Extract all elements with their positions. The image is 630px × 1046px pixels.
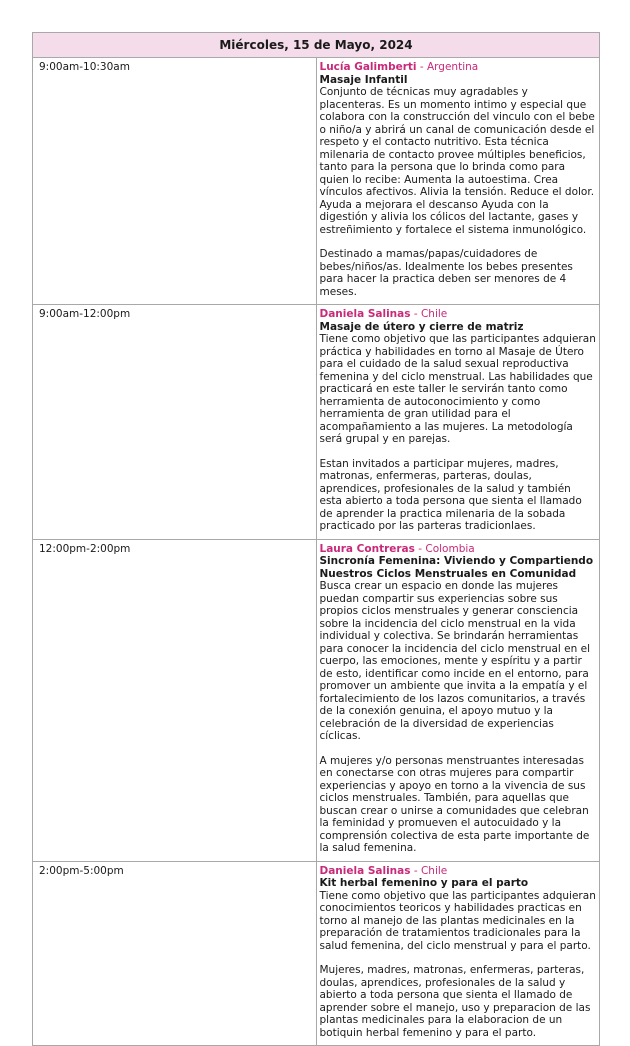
session-title: Masaje Infantil [319,73,408,86]
session-row [33,861,600,1046]
session-time: 9:00am-10:30am [33,58,317,305]
session-row [33,58,600,305]
session-description: Conjunto de técnicas muy agradables y placenteras. Es un momento intimo y especial que colabora con la construcción del vinculo con el bebe o niño/a y abrirá un canal de comunicación desde el respeto y el contacto nutritivo. Esta técnica milenaria de contacto provee múltiples beneficios, tanto para la persona que lo brinda como para quien lo recibe: Aumenta la autoestima. Crea vínculos afectivos. Alivia la tensión. Reduce el dolor. Ayuda a mejorara el descanso Ayuda con la digestión y alivia los cólicos del lactante, gases y estreñimiento y fortalece el sistema inmunológico. [319,86,595,236]
session-details [316,305,600,540]
session-description: Tiene como objetivo que las participantes adquieran práctica y habilidades en torno al Masaje de Útero para el cuidado de la salud sexual reproductiva femenina y del ciclo menstrual. Las habilidades que practicará en este taller le servirán tanto como herramienta de autoconocimiento y como herramienta de gran utilidad para el acompañamiento a las mujeres. La metodología será grupal y en parejas. [319,333,596,445]
session-details [316,58,600,305]
schedule-header-row [33,33,600,58]
session-country: - Colombia [414,542,475,555]
session-time: 9:00am-12:00pm [33,305,317,540]
session-title: Sincronía Femenina: Viviendo y Compartiendo Nuestros Ciclos Menstruales en Comunidad [319,555,594,580]
session-details [316,861,600,1046]
session-time: 12:00pm-2:00pm [33,539,317,861]
session-audience: Mujeres, madres, matronas, enfermeras, parteras, doulas, aprendices, profesionales de la salud y abierto a toda persona que sienta el llamado de aprender sobre el manejo, uso y preparacion de las plantas medicinales para la elaboracion de un botiquin herbal femenino y para el parto. [319,964,591,1039]
session-description: Tiene como objetivo que las participantes adquieran conocimientos teoricos y habilidades practicas en torno al manejo de las plantas medicinales en la preparación de tratamientos tradicionales para la salud femenina, del ciclo menstrual y para el parto. [319,889,596,952]
session-row [33,539,600,861]
session-country: - Chile [410,864,448,877]
session-title: Masaje de útero y cierre de matriz [319,320,524,333]
schedule-table [32,32,600,1046]
session-speaker: Daniela Salinas [319,864,411,877]
session-speaker: Lucía Galimberti [319,61,417,73]
session-time: 2:00pm-5:00pm [33,861,317,1046]
session-description: Busca crear un espacio en donde las mujeres puedan compartir sus experiencias sobre sus propios ciclos menstruales y generar consciencia sobre la incidencia del ciclo menstrual en la vida individual y colectiva. Se brindarán herramientas para conocer la incidencia del ciclo menstrual en el cuerpo, las emociones, mente y espíritu y a partir de esto, identificar como incide en el entorno, para promover un ambiente que invita a la empatía y el fortalecimiento de los lazos comunitarios, a través de la conexión genuina, el apoyo mutuo y la celebración de la diversidad de experiencias cíclicas. [319,580,590,742]
session-country: - Chile [410,308,448,320]
schedule-date-heading: Miércoles, 15 de Mayo, 2024 [33,33,600,58]
session-speaker: Daniela Salinas [319,308,411,320]
session-speaker: Laura Contreras [319,542,415,555]
session-audience: Estan invitados a participar mujeres, madres, matronas, enfermeras, parteras, doulas, aprendices, profesionales de la salud y también esta abierto a toda persona que sienta el llamado de aprender la practica milenaria de la sobada practicado por las parteras tradicionlaes. [319,457,582,532]
session-title: Kit herbal femenino y para el parto [319,877,529,889]
session-row [33,305,600,540]
session-audience: A mujeres y/o personas menstruantes interesadas en conectarse con otras mujeres para compartir experiencias y apoyo en torno a la vivencia de sus ciclos menstruales. También, para aquellas que buscan crear o unirse a comunidades que celebran la feminidad y promueven el autocuidado y la comprensión colectiva de esta parte importante de la salud femenina. [319,754,590,854]
session-audience: Destinado a mamas/papas/cuidadores de bebes/niños/as. Idealmente los bebes presentes para hacer la practica deben ser menores de 4 meses. [319,248,573,298]
session-details [316,539,600,861]
session-country: - Argentina [416,61,479,73]
